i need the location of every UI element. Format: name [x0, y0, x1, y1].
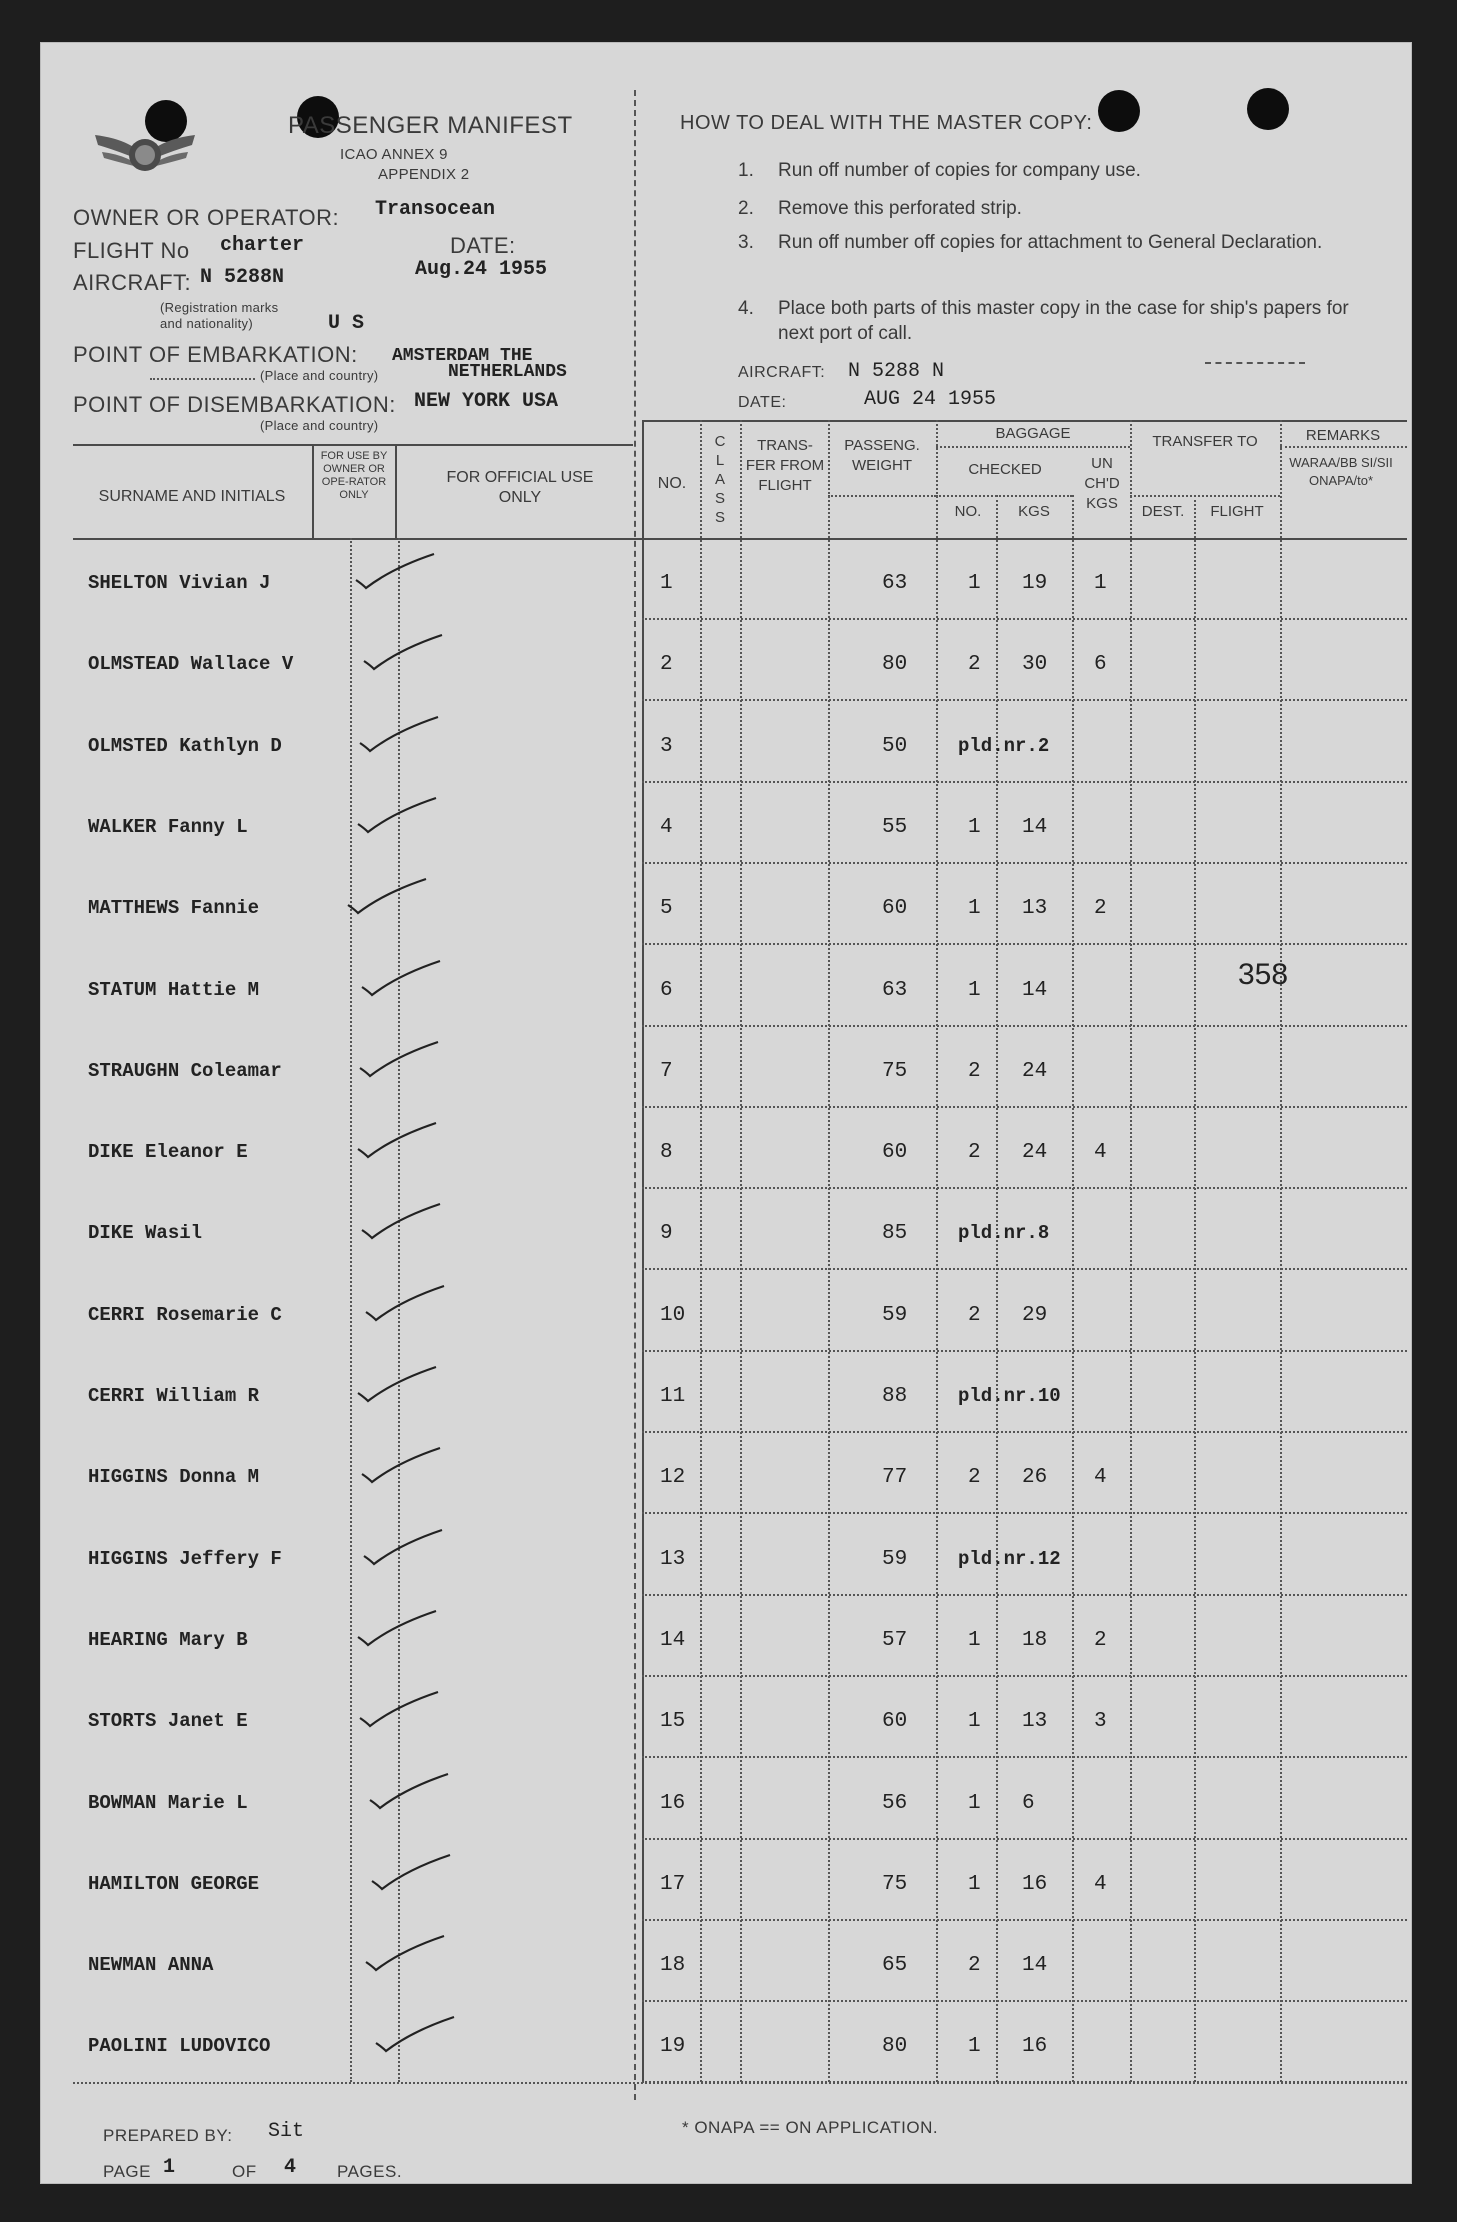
passenger-number: 14 — [660, 1629, 686, 1652]
check-mark-icon — [358, 1444, 448, 1494]
passenger-weight: 56 — [882, 1792, 908, 1815]
baggage-unchecked-kgs: 4 — [1094, 1466, 1107, 1489]
punch-hole — [1098, 90, 1140, 132]
col-header-surname: SURNAME AND INITIALS — [98, 488, 286, 505]
passenger-weight: 77 — [882, 1466, 908, 1489]
col-header-passeng-weight: PASSENG. WEIGHT — [844, 437, 920, 474]
col-header-official-use: FOR OFFICIAL USE ONLY — [446, 469, 594, 506]
passenger-weight: 80 — [882, 653, 908, 676]
place-country-note: (Place and country) — [260, 418, 379, 433]
passenger-weight: 63 — [882, 979, 908, 1002]
baggage-pooled-note: pld.nr.12 — [958, 1548, 1061, 1570]
baggage-pooled-note: pld.nr.10 — [958, 1385, 1061, 1407]
check-mark-icon — [368, 1851, 458, 1901]
col-header-dest: DEST. — [1141, 503, 1185, 520]
instructions-title: HOW TO DEAL WITH THE MASTER COPY: — [680, 112, 1093, 134]
col-divider — [1280, 420, 1282, 2082]
disembarkation-label: POINT OF DISEMBARKATION: — [73, 392, 396, 417]
baggage-kgs: 13 — [1022, 1710, 1048, 1733]
owner-label: OWNER OR OPERATOR: — [73, 205, 340, 230]
col-header-unchd: UN CH'D KGS — [1084, 455, 1120, 512]
check-mark-icon — [372, 2013, 462, 2063]
passenger-name: BOWMAN Marie L — [88, 1792, 248, 1814]
row-rule — [642, 1187, 1407, 1189]
subheader-line — [936, 446, 1130, 448]
table-top-border-left — [73, 444, 633, 446]
baggage-kgs: 14 — [1022, 1954, 1048, 1977]
baggage-kgs: 6 — [1022, 1792, 1035, 1815]
aircraft-value: N 5288N — [200, 266, 285, 289]
col-header-baggage: BAGGAGE — [995, 425, 1071, 442]
disembarkation-value: NEW YORK USA — [414, 390, 559, 413]
passenger-weight: 59 — [882, 1304, 908, 1327]
appendix-label: APPENDIX 2 — [378, 166, 470, 183]
prepared-label: PREPARED BY: — [103, 2126, 233, 2145]
registration-note: and nationality) — [160, 316, 253, 331]
check-mark-icon — [358, 1200, 448, 1250]
baggage-unchecked-kgs: 2 — [1094, 1629, 1107, 1652]
check-mark-icon — [352, 550, 442, 600]
col-divider — [740, 420, 742, 2082]
row-rule — [642, 1756, 1407, 1758]
passenger-number: 18 — [660, 1954, 686, 1977]
passenger-name: OLMSTED Kathlyn D — [88, 735, 282, 757]
row-rule — [642, 618, 1407, 620]
passenger-name: PAOLINI LUDOVICO — [88, 2035, 271, 2057]
passenger-name: HAMILTON GEORGE — [88, 1873, 260, 1895]
check-mark-icon — [344, 875, 434, 925]
passenger-number: 9 — [660, 1222, 673, 1245]
baggage-count: 2 — [968, 1060, 981, 1083]
airline-logo-icon — [90, 110, 200, 185]
row-rule — [642, 1350, 1407, 1352]
row-rule — [642, 1106, 1407, 1108]
subheader-line — [936, 495, 1072, 497]
handwritten-number: 358 — [1238, 958, 1289, 991]
baggage-kgs: 29 — [1022, 1304, 1048, 1327]
pages-label: PAGES. — [337, 2162, 403, 2181]
punch-hole — [1247, 88, 1289, 130]
baggage-kgs: 26 — [1022, 1466, 1048, 1489]
passenger-weight: 57 — [882, 1629, 908, 1652]
header-divider — [634, 90, 636, 2100]
baggage-kgs: 16 — [1022, 1873, 1048, 1896]
passenger-name: HEARING Mary B — [88, 1629, 248, 1651]
instruction-number: 2. — [738, 198, 754, 219]
check-mark-icon — [354, 1607, 444, 1657]
col-header-checked: CHECKED — [968, 461, 1042, 478]
passenger-name: DIKE Wasil — [88, 1222, 203, 1244]
baggage-kgs: 24 — [1022, 1060, 1048, 1083]
baggage-count: 1 — [968, 1629, 981, 1652]
baggage-count: 2 — [968, 1141, 981, 1164]
col-header-bag-no: NO. — [954, 503, 982, 520]
baggage-count: 2 — [968, 653, 981, 676]
passenger-number: 15 — [660, 1710, 686, 1733]
baggage-count: 1 — [968, 816, 981, 839]
baggage-unchecked-kgs: 4 — [1094, 1141, 1107, 1164]
onapa-note: * ONAPA == ON APPLICATION. — [682, 2118, 939, 2137]
col-header-transfer-to: TRANSFER TO — [1152, 433, 1258, 450]
flight-label: FLIGHT No — [73, 238, 190, 263]
passenger-name: NEWMAN ANNA — [88, 1954, 214, 1976]
baggage-count: 1 — [968, 572, 981, 595]
place-country-note: (Place and country) — [260, 368, 379, 383]
passenger-number: 11 — [660, 1385, 686, 1408]
col-header-flight: FLIGHT — [1210, 503, 1264, 520]
passenger-weight: 85 — [882, 1222, 908, 1245]
passenger-number: 17 — [660, 1873, 686, 1896]
baggage-kgs: 13 — [1022, 897, 1048, 920]
passenger-number: 13 — [660, 1548, 686, 1571]
date-value: Aug.24 1955 — [415, 258, 548, 281]
col-header-bag-kgs: KGS — [1018, 503, 1050, 520]
col-divider — [996, 495, 998, 2082]
page-label: PAGE — [103, 2162, 151, 2181]
date-label: DATE: — [450, 233, 516, 258]
baggage-count: 1 — [968, 2035, 981, 2058]
instruction-item: Remove this perforated strip. — [778, 198, 1022, 219]
col-divider — [828, 420, 830, 2082]
passenger-number: 12 — [660, 1466, 686, 1489]
row-rule — [642, 1838, 1407, 1840]
passenger-weight: 50 — [882, 735, 908, 758]
check-mark-icon — [354, 1119, 444, 1169]
baggage-unchecked-kgs: 1 — [1094, 572, 1107, 595]
of-value: 4 — [284, 2156, 297, 2179]
passenger-weight: 59 — [882, 1548, 908, 1571]
instruction-item: Run off number of copies for company use. — [778, 160, 1141, 181]
check-mark-icon — [358, 957, 448, 1007]
baggage-count: 2 — [968, 1304, 981, 1327]
passenger-number: 8 — [660, 1141, 673, 1164]
page-value: 1 — [163, 2156, 176, 2179]
baggage-kgs: 19 — [1022, 572, 1048, 595]
annex-label: ICAO ANNEX 9 — [340, 146, 448, 163]
check-mark-icon — [356, 713, 446, 763]
baggage-count: 2 — [968, 1466, 981, 1489]
instruction-item: Place both parts of this master copy in the case for ship's papers for next port of call. — [778, 298, 1349, 344]
passenger-name: STATUM Hattie M — [88, 979, 260, 1001]
baggage-kgs: 16 — [1022, 2035, 1048, 2058]
of-label: OF — [232, 2162, 257, 2181]
passenger-name: OLMSTEAD Wallace V — [88, 653, 294, 675]
col-divider — [395, 444, 397, 538]
manifest-title: PASSENGER MANIFEST — [288, 112, 573, 139]
embarkation-country: NETHERLANDS — [448, 362, 567, 382]
nationality-value: U S — [328, 312, 365, 335]
col-header-remarks-sub: WARAA/BB SI/SII ONAPA/to* — [1289, 455, 1393, 488]
baggage-kgs: 14 — [1022, 816, 1048, 839]
passenger-weight: 80 — [882, 2035, 908, 2058]
passenger-weight: 60 — [882, 1141, 908, 1164]
passenger-name: HIGGINS Jeffery F — [88, 1548, 282, 1570]
baggage-count: 1 — [968, 979, 981, 1002]
instruction-item: Run off number off copies for attachment to General Declaration. — [778, 232, 1323, 253]
passenger-weight: 60 — [882, 1710, 908, 1733]
passenger-weight: 75 — [882, 1060, 908, 1083]
check-mark-icon — [360, 631, 450, 681]
passenger-name: SHELTON Vivian J — [88, 572, 271, 594]
passenger-weight: 63 — [882, 572, 908, 595]
passenger-weight: 65 — [882, 1954, 908, 1977]
embarkation-line — [150, 378, 255, 380]
row-rule — [642, 1431, 1407, 1433]
passenger-name: WALKER Fanny L — [88, 816, 248, 838]
row-rule — [642, 1025, 1407, 1027]
passenger-number: 5 — [660, 897, 673, 920]
passenger-number: 2 — [660, 653, 673, 676]
instr-date-value: AUG 24 1955 — [864, 388, 997, 411]
baggage-unchecked-kgs: 4 — [1094, 1873, 1107, 1896]
col-divider — [700, 420, 702, 2082]
row-rule — [642, 699, 1407, 701]
passenger-name: STRAUGHN Coleamar — [88, 1060, 282, 1082]
baggage-kgs: 18 — [1022, 1629, 1048, 1652]
col-header-class: CLASS — [714, 433, 726, 526]
check-mark-icon — [354, 794, 444, 844]
baggage-count: 1 — [968, 1792, 981, 1815]
passenger-name: DIKE Eleanor E — [88, 1141, 248, 1163]
prepared-value: Sit — [268, 2120, 305, 2143]
passenger-number: 3 — [660, 735, 673, 758]
registration-note: (Registration marks — [160, 300, 279, 315]
col-divider — [1194, 495, 1196, 2082]
baggage-kgs: 30 — [1022, 653, 1048, 676]
subheader-line — [1280, 446, 1407, 448]
passenger-name: MATTHEWS Fannie — [88, 897, 260, 919]
check-mark-icon — [362, 1932, 452, 1982]
instr-date-label: DATE: — [738, 394, 787, 411]
subheader-line — [1130, 495, 1280, 497]
row-rule — [642, 2000, 1407, 2002]
row-rule — [642, 1268, 1407, 1270]
col-divider — [1072, 495, 1074, 2082]
check-mark-icon — [356, 1688, 446, 1738]
row-rule — [642, 862, 1407, 864]
passenger-name: CERRI William R — [88, 1385, 260, 1407]
col-divider — [350, 538, 352, 2082]
passenger-weight: 88 — [882, 1385, 908, 1408]
check-mark-icon — [354, 1363, 444, 1413]
col-header-no: NO. — [657, 475, 687, 492]
baggage-pooled-note: pld.nr.2 — [958, 735, 1050, 757]
check-mark-icon — [356, 1038, 446, 1088]
col-divider — [936, 420, 938, 2082]
col-divider — [1130, 420, 1132, 2082]
baggage-count: 2 — [968, 1954, 981, 1977]
baggage-kgs: 14 — [1022, 979, 1048, 1002]
baggage-kgs: 24 — [1022, 1141, 1048, 1164]
passenger-name: HIGGINS Donna M — [88, 1466, 260, 1488]
baggage-unchecked-kgs: 2 — [1094, 897, 1107, 920]
embarkation-value: AMSTERDAM THE — [392, 346, 533, 366]
row-rule — [642, 1594, 1407, 1596]
row-rule — [642, 1675, 1407, 1677]
passenger-number: 19 — [660, 2035, 686, 2058]
instr-aircraft-value: N 5288 N — [848, 360, 945, 383]
passenger-weight: 60 — [882, 897, 908, 920]
check-mark-icon — [360, 1526, 450, 1576]
passenger-number: 16 — [660, 1792, 686, 1815]
flight-value: charter — [220, 234, 305, 257]
passenger-weight: 55 — [882, 816, 908, 839]
passenger-number: 1 — [660, 572, 673, 595]
check-mark-icon — [366, 1770, 456, 1820]
aircraft-label: AIRCRAFT: — [73, 270, 192, 295]
embarkation-label: POINT OF EMBARKATION: — [73, 342, 358, 367]
instruction-number: 3. — [738, 232, 754, 253]
col-header-remarks: REMARKS — [1305, 427, 1381, 444]
passenger-number: 4 — [660, 816, 673, 839]
instruction-number: 1. — [738, 160, 754, 181]
row-rule — [642, 2081, 1407, 2083]
baggage-unchecked-kgs: 6 — [1094, 653, 1107, 676]
instruction-number: 4. — [738, 298, 754, 319]
subheader-line — [828, 495, 936, 497]
col-header-transfer-from: TRANS-FER FROM FLIGHT — [745, 437, 825, 494]
baggage-count: 1 — [968, 1873, 981, 1896]
row-rule — [642, 1512, 1407, 1514]
passenger-name: STORTS Janet E — [88, 1710, 248, 1732]
col-header-owner-use: FOR USE BY OWNER OR OPE-RATOR ONLY — [320, 450, 388, 501]
instr-dash — [1205, 362, 1305, 364]
baggage-count: 1 — [968, 1710, 981, 1733]
passenger-name: CERRI Rosemarie C — [88, 1304, 282, 1326]
passenger-weight: 75 — [882, 1873, 908, 1896]
owner-value: Transocean — [375, 198, 496, 221]
baggage-unchecked-kgs: 3 — [1094, 1710, 1107, 1733]
col-divider — [642, 420, 644, 2082]
row-rule — [642, 943, 1407, 945]
passenger-number: 6 — [660, 979, 673, 1002]
row-rule — [642, 1919, 1407, 1921]
row-rule — [642, 781, 1407, 783]
passenger-number: 7 — [660, 1060, 673, 1083]
passenger-number: 10 — [660, 1304, 686, 1327]
table-top-border-right — [642, 420, 1407, 422]
check-mark-icon — [362, 1282, 452, 1332]
instr-aircraft-label: AIRCRAFT: — [738, 364, 826, 381]
baggage-count: 1 — [968, 897, 981, 920]
baggage-pooled-note: pld.nr.8 — [958, 1222, 1050, 1244]
